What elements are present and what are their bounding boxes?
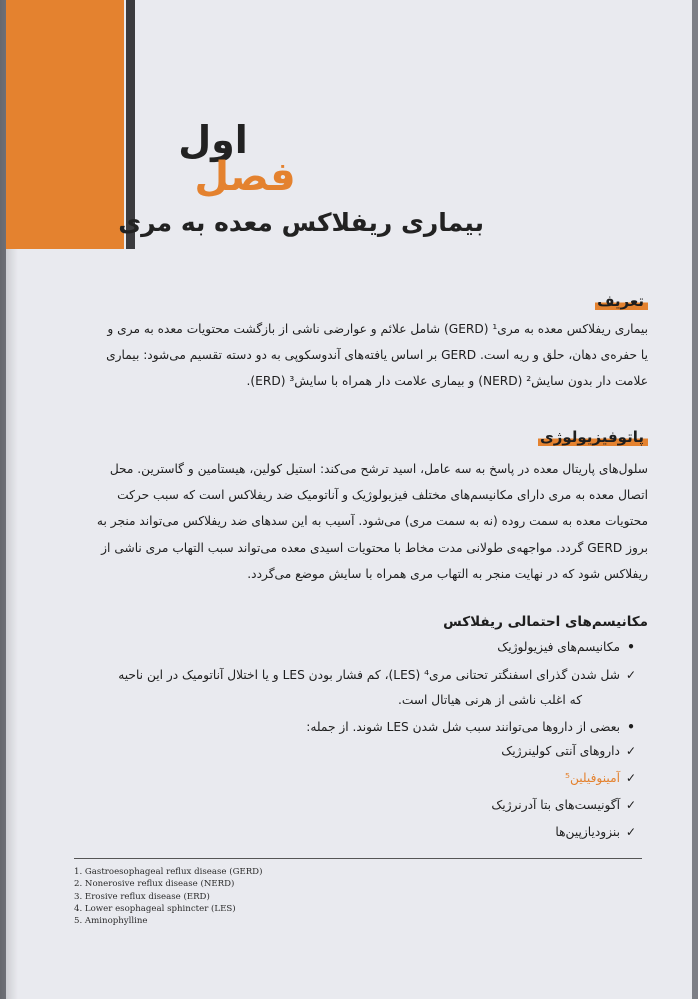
chapter-label: فصل bbox=[194, 154, 296, 200]
footnote: 5. Aminophylline bbox=[74, 916, 148, 927]
footnote-divider bbox=[74, 858, 642, 859]
mechanisms-heading: مکانیسم‌های احتمالی ریفلاکس bbox=[443, 614, 648, 630]
definition-line: یا حفره‌ی دهان، حلق و ریه است. GERD بر اساس یافته‌های آندوسکوپی به دو دسته تقسیم می‌شود: بیماری bbox=[106, 348, 648, 363]
list-item bbox=[306, 720, 642, 734]
pathophysiology-heading: پاتوفیزیولوژی bbox=[538, 428, 648, 446]
list-item-text: که اغلب ناشی از هرنی هیاتال است. bbox=[397, 693, 582, 707]
list-item bbox=[118, 668, 642, 682]
check-marker: ✓ bbox=[625, 825, 637, 839]
chapter-number: اول bbox=[178, 118, 248, 162]
footnotes bbox=[74, 866, 374, 927]
list-item bbox=[491, 798, 642, 812]
definition-line: بیماری ریفلاکس معده به مری¹ (GERD) شامل علائم و عوارضی ناشی از بازگشت محتویات معده به مری و bbox=[107, 322, 648, 336]
list-item-text: مکانیسم‌های فیزیولوژیک bbox=[497, 640, 620, 654]
pathophysiology-line: بروز GERD گردد. مواجهه‌ی طولانی مدت مخاط با محتویات اسیدی معده می‌تواند سبب التهاب مری ناشی از bbox=[101, 540, 648, 555]
list-item-text: داروهای آنتی کولینرژیک bbox=[501, 744, 620, 758]
list-item-text: شل شدن گذرای اسفنگتر تحتانی مری⁴ (LES)، کم فشار بودن LES و یا اختلال آناتومیک در این ناحیه bbox=[118, 668, 620, 682]
pathophysiology-line: ریفلاکس شود که در نهایت منجر به التهاب مری همراه با سایش موضع می‌گردد. bbox=[247, 566, 648, 581]
check-marker: ✓ bbox=[625, 668, 637, 682]
pathophysiology-paragraph bbox=[58, 456, 648, 587]
check-marker: ✓ bbox=[625, 744, 637, 758]
footnote: 2. Nonerosive reflux disease (NERD) bbox=[74, 879, 235, 890]
definition-line: علامت دار بدون سایش² (NERD) و بیماری علامت دار همراه با سایش³ (ERD). bbox=[246, 374, 648, 389]
list-item bbox=[497, 640, 642, 654]
check-marker: ✓ bbox=[625, 798, 637, 812]
pathophysiology-line: سلول‌های پاریتال معده در پاسخ به سه عامل، اسید ترشح می‌کند: استیل کولین، هیستامین و گاسترین. محل bbox=[109, 462, 648, 476]
list-item-text: بنزودیازپین‌ها bbox=[555, 825, 620, 839]
definition-heading: تعریف bbox=[595, 292, 648, 310]
bullet-marker: • bbox=[627, 720, 635, 734]
chapter-color-block bbox=[6, 0, 124, 249]
list-item bbox=[398, 693, 604, 707]
footnote: 4. Lower esophageal sphincter (LES) bbox=[74, 903, 236, 914]
chapter-title: بیماری ریفلاکس معده به مری bbox=[118, 208, 484, 237]
check-marker: ✓ bbox=[625, 771, 637, 785]
list-item-text: بعضی از داروها می‌توانند سبب شل شدن LES شوند. از جمله: bbox=[306, 720, 620, 734]
list-item-text: آگونیست‌های بتا آدرنرژیک bbox=[491, 798, 620, 812]
list-item bbox=[555, 825, 642, 839]
pathophysiology-line: محتویات معده به سمت روده (نه به سمت مری) می‌شود. آسیب به این سدهای ضد ریفلاکس می‌تواند منجر به bbox=[96, 514, 648, 529]
list-item bbox=[501, 744, 642, 758]
footnote: 3. Erosive reflux disease (ERD) bbox=[74, 891, 210, 902]
bullet-marker: • bbox=[627, 640, 635, 654]
list-item-text: آمینوفیلین⁵ bbox=[565, 771, 620, 785]
list-item bbox=[565, 771, 642, 785]
footnote: 1. Gastroesophageal reflux disease (GERD) bbox=[74, 867, 263, 877]
pathophysiology-line: اتصال معده به مری دارای مکانیسم‌های مختلف فیزیولوژیک و آناتومیک ضد ریفلاکس است که سبب حرکت bbox=[117, 488, 648, 503]
definition-paragraph bbox=[58, 316, 648, 395]
